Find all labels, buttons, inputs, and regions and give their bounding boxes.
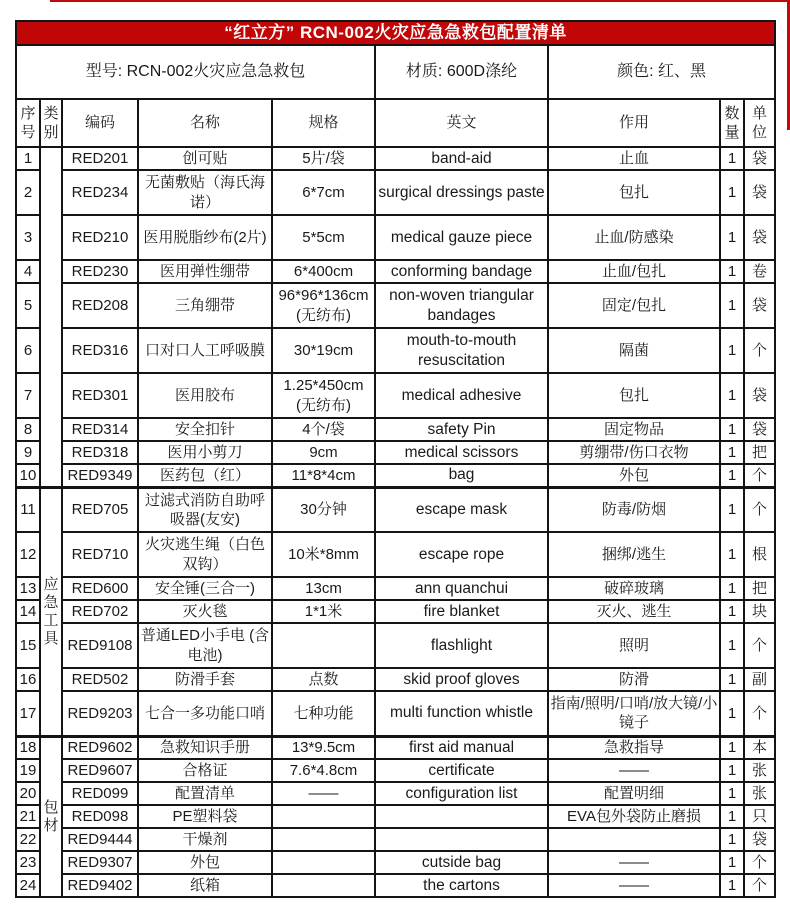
cell-qty: 1 [720,464,744,487]
cell-code: RED9607 [62,759,138,782]
cell-spec: 6*400cm [272,260,375,283]
cell-code: RED9602 [62,736,138,759]
cell-seq: 2 [16,170,40,215]
table-row [16,418,775,441]
cell-code: RED099 [62,782,138,805]
cell-function: 止血/防感染 [548,215,720,260]
cell-function: 包扎 [548,373,720,418]
cell-qty: 1 [720,215,744,260]
cell-unit: 袋 [744,418,775,441]
cell-seq: 17 [16,691,40,736]
cell-english: bag [375,464,548,487]
cell-qty: 1 [720,283,744,328]
cell-function: —— [548,874,720,897]
cell-qty: 1 [720,736,744,759]
cell-spec: 点数 [272,668,375,691]
cell-name: 灭火毯 [138,600,272,623]
cell-qty: 1 [720,600,744,623]
cell-qty: 1 [720,668,744,691]
cell-name: 医药包（红） [138,464,272,487]
cell-function: 固定/包扎 [548,283,720,328]
col-header-code: 编码 [62,99,138,147]
table-row [16,759,775,782]
cell-name: 纸箱 [138,874,272,897]
table-row [16,874,775,897]
cell-spec: 30分钟 [272,487,375,532]
cell-function: —— [548,851,720,874]
cell-unit: 袋 [744,373,775,418]
cell-spec: 11*8*4cm [272,464,375,487]
cell-seq: 1 [16,147,40,170]
category-label: 应急工具 [43,575,59,647]
cell-spec: 13*9.5cm [272,736,375,759]
cell-spec: 4个/袋 [272,418,375,441]
cell-unit: 个 [744,691,775,736]
col-header-qty: 数量 [720,99,744,147]
table-row [16,532,775,577]
cell-code: RED316 [62,328,138,373]
cell-name: 创可贴 [138,147,272,170]
cell-spec: 30*19cm [272,328,375,373]
cell-seq: 8 [16,418,40,441]
cell-name: 急救知识手册 [138,736,272,759]
cell-unit: 副 [744,668,775,691]
cell-english: medical scissors [375,441,548,464]
cell-spec [272,874,375,897]
cell-function: 包扎 [548,170,720,215]
table-row [16,736,775,759]
table-row [16,805,775,828]
cell-name: 干燥剂 [138,828,272,851]
cell-code: RED210 [62,215,138,260]
cell-english: non-woven triangular bandages [375,283,548,328]
table-row [16,170,775,215]
cell-unit: 个 [744,874,775,897]
cell-code: RED301 [62,373,138,418]
cell-function: 捆绑/逃生 [548,532,720,577]
column-header-row [16,99,775,147]
cell-code: RED9108 [62,623,138,668]
cell-english: mouth-to-mouth resuscitation [375,328,548,373]
cell-code: RED318 [62,441,138,464]
table-row [16,487,775,532]
cell-code: RED9307 [62,851,138,874]
cell-function: —— [548,759,720,782]
cell-qty: 1 [720,373,744,418]
cell-name: 过滤式消防自助呼吸器(友安) [138,487,272,532]
table-row [16,668,775,691]
page-edge-red-line-top [50,0,790,2]
table-row [16,260,775,283]
cell-english [375,805,548,828]
cell-code: RED201 [62,147,138,170]
cell-unit: 本 [744,736,775,759]
cell-unit: 张 [744,782,775,805]
cell-function: 固定物品 [548,418,720,441]
cell-unit: 个 [744,851,775,874]
cell-seq: 9 [16,441,40,464]
cell-english [375,828,548,851]
cell-name: 配置清单 [138,782,272,805]
table-row [16,441,775,464]
table-row [16,215,775,260]
cell-name: 医用脱脂纱布(2片) [138,215,272,260]
cell-english: configuration list [375,782,548,805]
cell-function: 灭火、逃生 [548,600,720,623]
cell-code: RED234 [62,170,138,215]
cell-qty: 1 [720,874,744,897]
cell-spec: —— [272,782,375,805]
cell-english: multi function whistle [375,691,548,736]
cell-seq: 15 [16,623,40,668]
col-header-english: 英文 [375,99,548,147]
cell-spec: 1.25*450cm (无纺布) [272,373,375,418]
table-row [16,828,775,851]
cell-spec: 1*1米 [272,600,375,623]
cell-english: escape rope [375,532,548,577]
cell-qty: 1 [720,170,744,215]
col-header-unit: 单位 [744,99,775,147]
cell-name: 安全锤(三合一) [138,577,272,600]
config-list-table [15,20,776,898]
cell-seq: 12 [16,532,40,577]
cell-english: skid proof gloves [375,668,548,691]
cell-unit: 只 [744,805,775,828]
cell-name: 火灾逃生绳（白色双钩） [138,532,272,577]
table-row [16,782,775,805]
table-row [16,464,775,487]
cell-seq: 5 [16,283,40,328]
cell-name: 医用小剪刀 [138,441,272,464]
cell-code: RED9444 [62,828,138,851]
cell-spec: 6*7cm [272,170,375,215]
cell-unit: 把 [744,577,775,600]
cell-code: RED502 [62,668,138,691]
cell-qty: 1 [720,851,744,874]
cell-code: RED9402 [62,874,138,897]
cell-unit: 个 [744,328,775,373]
cell-qty: 1 [720,441,744,464]
cell-code: RED230 [62,260,138,283]
cell-english: surgical dressings paste [375,170,548,215]
cell-spec [272,851,375,874]
cell-name: 普通LED小手电 (含电池) [138,623,272,668]
cell-unit: 根 [744,532,775,577]
cell-unit: 张 [744,759,775,782]
cell-function: 指南/照明/口哨/放大镜/小镜子 [548,691,720,736]
cell-seq: 16 [16,668,40,691]
cell-unit: 个 [744,623,775,668]
cell-code: RED9203 [62,691,138,736]
cell-unit: 块 [744,600,775,623]
cell-function: 配置明细 [548,782,720,805]
col-header-name: 名称 [138,99,272,147]
cell-qty: 1 [720,623,744,668]
cell-function [548,828,720,851]
cell-function: 外包 [548,464,720,487]
cell-unit: 袋 [744,283,775,328]
cell-unit: 袋 [744,828,775,851]
page-title: “红立方” RCN-002火灾应急急救包配置清单 [16,21,775,45]
cell-english: first aid manual [375,736,548,759]
cell-function: 急救指导 [548,736,720,759]
cell-function: 防滑 [548,668,720,691]
product-info-row [16,45,775,99]
cell-qty: 1 [720,759,744,782]
cell-unit: 袋 [744,215,775,260]
cell-function: 防毒/防烟 [548,487,720,532]
cell-seq: 20 [16,782,40,805]
cell-english: band-aid [375,147,548,170]
color-cell: 颜色: 红、黑 [548,45,775,99]
cell-seq: 14 [16,600,40,623]
cell-function: 隔菌 [548,328,720,373]
cell-qty: 1 [720,782,744,805]
cell-function: 止血/包扎 [548,260,720,283]
cell-seq: 23 [16,851,40,874]
cell-name: 无菌敷贴（海氏海诺） [138,170,272,215]
cell-qty: 1 [720,828,744,851]
cell-spec [272,805,375,828]
cell-unit: 个 [744,464,775,487]
cell-seq: 24 [16,874,40,897]
cell-name: 医用弹性绷带 [138,260,272,283]
category-cell-packaging [40,736,62,897]
cell-unit: 把 [744,441,775,464]
cell-spec: 5*5cm [272,215,375,260]
cell-english: certificate [375,759,548,782]
cell-spec [272,828,375,851]
cell-english: conforming bandage [375,260,548,283]
cell-unit: 袋 [744,147,775,170]
cell-unit: 袋 [744,170,775,215]
cell-english: flashlight [375,623,548,668]
cell-seq: 18 [16,736,40,759]
cell-spec: 七种功能 [272,691,375,736]
table-row [16,328,775,373]
cell-name: 安全扣针 [138,418,272,441]
cell-seq: 7 [16,373,40,418]
table-row [16,691,775,736]
table-row [16,851,775,874]
col-header-function: 作用 [548,99,720,147]
cell-spec: 13cm [272,577,375,600]
cell-seq: 22 [16,828,40,851]
table-row [16,283,775,328]
cell-qty: 1 [720,418,744,441]
cell-code: RED710 [62,532,138,577]
cell-english: medical gauze piece [375,215,548,260]
category-cell-first-aid [40,147,62,487]
cell-code: RED314 [62,418,138,441]
cell-seq: 19 [16,759,40,782]
cell-seq: 21 [16,805,40,828]
cell-code: RED9349 [62,464,138,487]
table-row [16,147,775,170]
cell-qty: 1 [720,805,744,828]
cell-spec: 5片/袋 [272,147,375,170]
cell-name: 七合一多功能口哨 [138,691,272,736]
col-header-seq: 序号 [16,99,40,147]
cell-name: PE塑料袋 [138,805,272,828]
cell-seq: 13 [16,577,40,600]
cell-english: the cartons [375,874,548,897]
cell-function: 破碎玻璃 [548,577,720,600]
category-cell-emergency-tools [40,487,62,736]
cell-function: 照明 [548,623,720,668]
cell-spec: 10米*8mm [272,532,375,577]
cell-spec: 7.6*4.8cm [272,759,375,782]
cell-english: cutside bag [375,851,548,874]
cell-spec: 9cm [272,441,375,464]
cell-name: 防滑手套 [138,668,272,691]
cell-qty: 1 [720,147,744,170]
cell-code: RED702 [62,600,138,623]
table-row [16,577,775,600]
cell-unit: 卷 [744,260,775,283]
table-title-row [16,21,775,45]
category-label: 包材 [43,798,59,834]
cell-name: 医用胶布 [138,373,272,418]
cell-spec: 96*96*136cm (无纺布) [272,283,375,328]
cell-english: fire blanket [375,600,548,623]
cell-seq: 6 [16,328,40,373]
cell-function: 止血 [548,147,720,170]
cell-seq: 10 [16,464,40,487]
cell-code: RED600 [62,577,138,600]
cell-name: 外包 [138,851,272,874]
cell-code: RED208 [62,283,138,328]
col-header-category: 类别 [40,99,62,147]
cell-qty: 1 [720,260,744,283]
cell-spec [272,623,375,668]
cell-name: 合格证 [138,759,272,782]
cell-name: 口对口人工呼吸膜 [138,328,272,373]
cell-english: medical adhesive [375,373,548,418]
col-header-spec: 规格 [272,99,375,147]
cell-unit: 个 [744,487,775,532]
material-cell: 材质: 600D涤纶 [375,45,548,99]
cell-seq: 3 [16,215,40,260]
cell-english: escape mask [375,487,548,532]
cell-code: RED098 [62,805,138,828]
cell-english: safety Pin [375,418,548,441]
cell-english: ann quanchui [375,577,548,600]
cell-name: 三角绷带 [138,283,272,328]
table-row [16,600,775,623]
cell-code: RED705 [62,487,138,532]
cell-function: EVA包外袋防止磨损 [548,805,720,828]
cell-qty: 1 [720,577,744,600]
model-cell: 型号: RCN-002火灾应急急救包 [16,45,375,99]
cell-qty: 1 [720,487,744,532]
table-row [16,623,775,668]
table-row [16,373,775,418]
cell-qty: 1 [720,532,744,577]
cell-qty: 1 [720,328,744,373]
cell-function: 剪绷带/伤口衣物 [548,441,720,464]
cell-qty: 1 [720,691,744,736]
cell-seq: 4 [16,260,40,283]
cell-seq: 11 [16,487,40,532]
